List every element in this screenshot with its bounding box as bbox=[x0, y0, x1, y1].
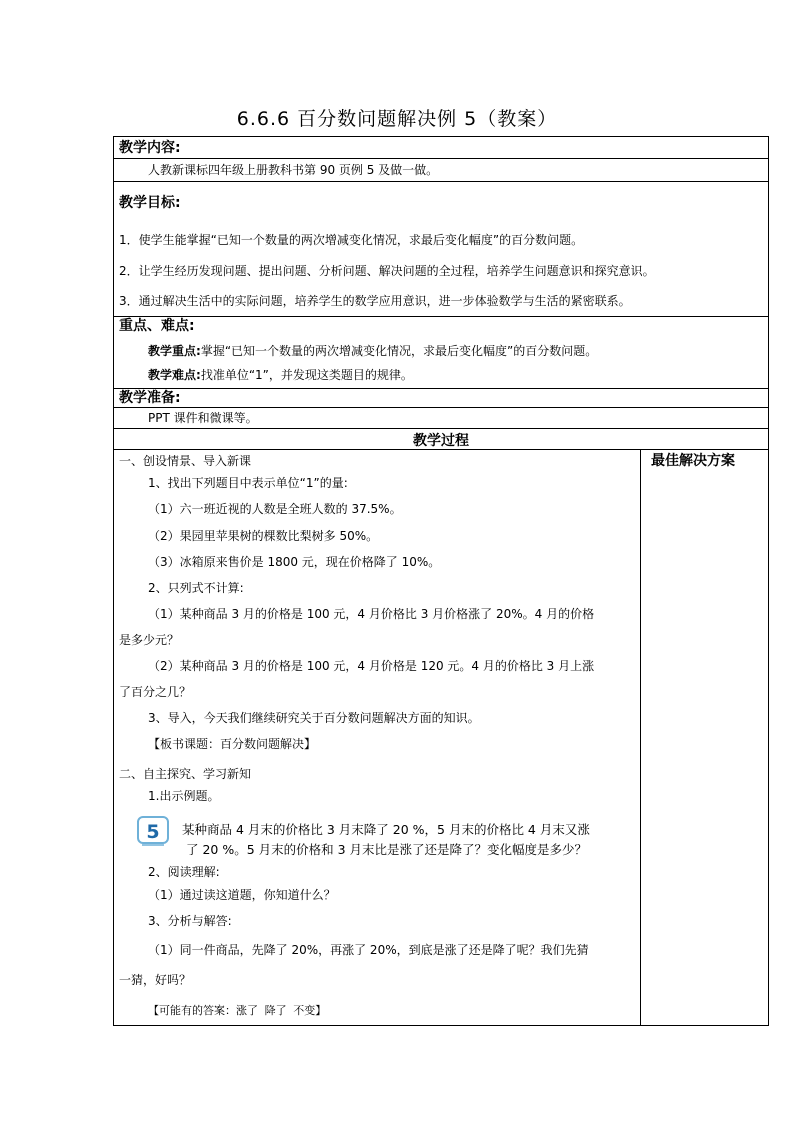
key-focus bbox=[148, 343, 597, 359]
process-line: 了百分之几？ bbox=[119, 685, 192, 699]
badge-number: 5 bbox=[146, 821, 160, 843]
content-heading: 教学内容: bbox=[119, 140, 181, 156]
process-line: （1）某种商品 3 月的价格是 100 元，4 月价格比 3 月价格涨了 20%。4 月的价格 bbox=[148, 607, 595, 621]
prep-text: PPT 课件和微课等。 bbox=[148, 411, 258, 425]
process-line: 1.出示例题。 bbox=[148, 789, 220, 803]
goal-item: 1．使学生能掌握“已知一个数量的两次增减变化情况，求最后变化幅度”的百分数问题。 bbox=[119, 233, 584, 247]
example-text: 了 20 %。5 月末的价格和 3 月末比是涨了还是降了？变化幅度是多少？ bbox=[186, 842, 588, 857]
process-line: （3）冰箱原来售价是 1800 元，现在价格降了 10%。 bbox=[148, 555, 441, 569]
focus-label: 教学重点: bbox=[148, 344, 201, 358]
lesson-plan-table bbox=[113, 136, 769, 1026]
row-divider bbox=[114, 388, 768, 389]
example-text: 某种商品 4 月末的价格比 3 月末降了 20 %，5 月末的价格比 4 月末又涨 bbox=[182, 822, 590, 837]
focus-text: 掌握“已知一个数量的两次增减变化情况，求最后变化幅度”的百分数问题。 bbox=[200, 344, 598, 358]
row-divider bbox=[114, 316, 768, 317]
process-line: （2）某种商品 3 月的价格是 100 元，4 月价格是 120 元。4 月的价格比 3 月上涨 bbox=[148, 659, 595, 673]
row-divider bbox=[114, 181, 768, 182]
process-heading: 教学过程 bbox=[413, 433, 469, 449]
document-title: 6.6.6 百分数问题解决例 5（教案） bbox=[236, 108, 558, 130]
row-divider bbox=[114, 428, 768, 429]
possible-answers: 【可能有的答案：涨了 降了 不变】 bbox=[148, 1004, 327, 1017]
process-line: 2、只列式不计算: bbox=[148, 581, 244, 595]
example-number-icon bbox=[136, 815, 170, 847]
process-line: （1）通过读这道题，你知道什么？ bbox=[148, 888, 336, 902]
best-solution-heading: 最佳解决方案 bbox=[651, 453, 735, 469]
process-line: （1）同一件商品，先降了 20%，再涨了 20%，到底是涨了还是降了呢？我们先猜 bbox=[148, 943, 589, 957]
row-divider bbox=[114, 407, 768, 408]
process-line: （1）六一班近视的人数是全班人数的 37.5%。 bbox=[148, 502, 402, 516]
process-line: 一猜，好吗？ bbox=[119, 973, 192, 987]
difficulty-text: 找准单位“1”，并发现这类题目的规律。 bbox=[200, 368, 413, 382]
column-divider bbox=[640, 449, 641, 1025]
goals-heading: 教学目标: bbox=[119, 195, 181, 211]
difficulty-label: 教学难点: bbox=[148, 368, 201, 382]
process-line: 3、导入，今天我们继续研究关于百分数问题解决方面的知识。 bbox=[148, 711, 480, 725]
row-divider bbox=[114, 158, 768, 159]
process-line: 是多少元？ bbox=[119, 633, 180, 647]
prep-heading: 教学准备: bbox=[119, 390, 181, 406]
process-line: （2）果园里苹果树的棵数比梨树多 50%。 bbox=[148, 529, 379, 543]
board-title: 【板书课题：百分数问题解决】 bbox=[148, 737, 317, 751]
keys-heading: 重点、难点: bbox=[119, 318, 195, 334]
process-line: 一、创设情景、导入新课 bbox=[119, 454, 252, 468]
process-line: 1、找出下列题目中表示单位“1”的量: bbox=[148, 476, 348, 490]
process-line: 二、自主探究、学习新知 bbox=[119, 767, 252, 781]
goal-item: 3．通过解决生活中的实际问题，培养学生的数学应用意识，进一步体验数学与生活的紧密联系。 bbox=[119, 294, 631, 308]
content-text: 人教新课标四年级上册教科书第 90 页例 5 及做一做。 bbox=[148, 163, 439, 177]
process-line: 2、阅读理解: bbox=[148, 865, 220, 879]
key-difficulty bbox=[148, 367, 413, 383]
goal-item: 2．让学生经历发现问题、提出问题、分析问题、解决问题的全过程，培养学生问题意识和探究意识。 bbox=[119, 264, 655, 278]
process-line: 3、分析与解答: bbox=[148, 914, 232, 928]
